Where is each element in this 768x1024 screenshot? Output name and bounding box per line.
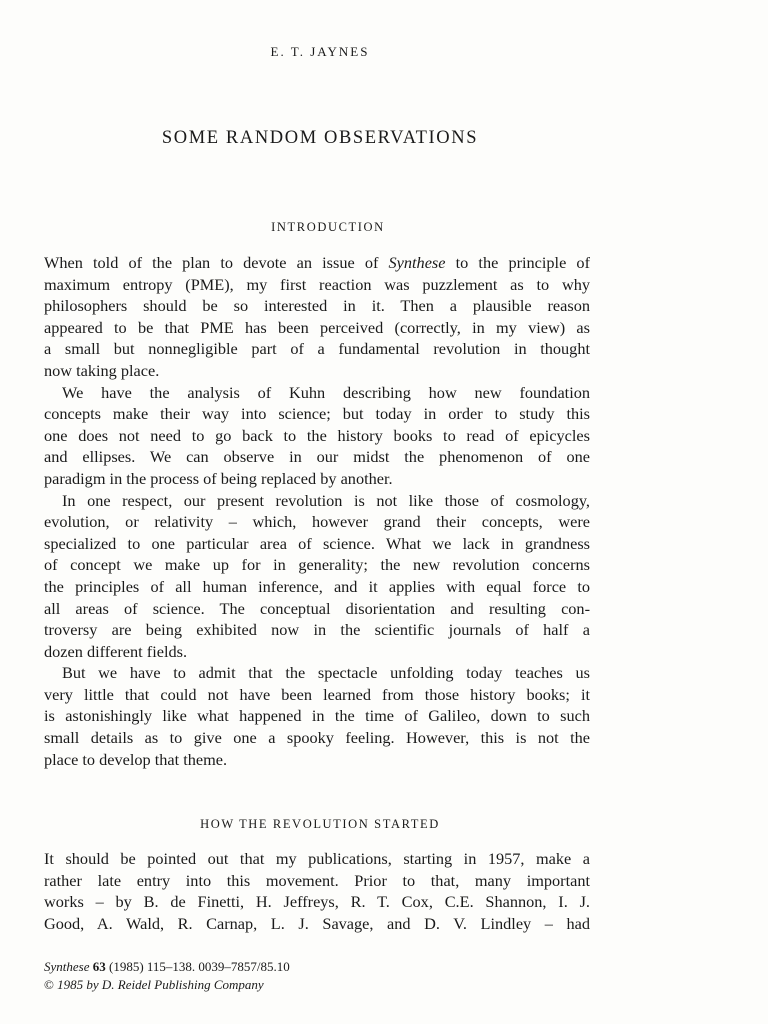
text-line bbox=[44, 684, 590, 706]
text-run: rather late entry into this movement. Prior to that, many important bbox=[44, 870, 590, 890]
text-line bbox=[44, 727, 590, 749]
author-name: E. T. JAYNES bbox=[270, 44, 370, 59]
text-run: a small but nonnegligible part of a fundamental revolution in thought bbox=[44, 339, 590, 359]
text-line bbox=[44, 576, 590, 598]
text-run: is astonishingly like what happened in the time of Galileo, down to such bbox=[44, 706, 590, 726]
text-run: philosophers should be so interested in it. Then a plausible reason bbox=[44, 296, 590, 316]
text-run: When told of the plan to devote an issue of bbox=[44, 253, 389, 272]
text-line bbox=[44, 641, 590, 663]
text-line bbox=[44, 533, 590, 555]
section-body-introduction bbox=[44, 252, 590, 770]
text-run: very little that could not have been learned from those history books; it bbox=[44, 684, 590, 704]
italic-term: Synthese bbox=[388, 253, 446, 272]
text-line bbox=[44, 446, 590, 468]
text-run: place to develop that theme. bbox=[44, 749, 228, 769]
text-line bbox=[44, 913, 590, 935]
section-heading-revolution: HOW THE REVOLUTION STARTED bbox=[200, 817, 440, 831]
text-line bbox=[44, 511, 590, 533]
text-run: maximum entropy (PME), my first reaction was puzzlement as to why bbox=[44, 274, 590, 294]
text-run: We have the analysis of Kuhn describing how new foundation bbox=[62, 382, 590, 402]
text-run: But we have to admit that the spectacle unfolding today teaches us bbox=[62, 663, 590, 683]
text-line bbox=[44, 490, 590, 512]
text-run: dozen different fields. bbox=[44, 641, 188, 661]
text-run: appeared to be that PME has been perceived (correctly, in my view) as bbox=[44, 317, 590, 337]
text-run: small details as to give one a spooky feeling. However, this is not the bbox=[44, 728, 590, 748]
text-run: of concept we make up for in generality; the new revolution concerns bbox=[44, 555, 590, 575]
text-line bbox=[44, 425, 590, 447]
text-run: now taking place. bbox=[44, 360, 160, 380]
text-run: and ellipses. We can observe in our midst the phenomenon of one bbox=[44, 447, 590, 467]
text-line bbox=[44, 295, 590, 317]
text-line bbox=[44, 598, 590, 620]
text-line bbox=[44, 662, 590, 684]
article-title: SOME RANDOM OBSERVATIONS bbox=[161, 128, 479, 148]
text-line bbox=[44, 619, 590, 641]
text-run: specialized to one particular area of science. What we lack in grandness bbox=[44, 533, 590, 553]
copyright-text: 1985 by D. Reidel Publishing Company bbox=[57, 977, 264, 992]
text-line bbox=[44, 338, 590, 360]
text-run: all areas of science. The conceptual disorientation and resulting con- bbox=[44, 598, 590, 618]
text-line bbox=[44, 870, 590, 892]
text-run: Good, A. Wald, R. Carnap, L. J. Savage, and D. V. Lindley – had bbox=[44, 913, 590, 933]
text-line bbox=[44, 705, 590, 727]
copyright-line bbox=[44, 976, 290, 994]
text-line bbox=[44, 891, 590, 913]
text-run: troversy are being exhibited now in the scientific journals of half a bbox=[44, 620, 590, 640]
section-body-revolution bbox=[44, 848, 590, 934]
text-line bbox=[44, 317, 590, 339]
footer-citation bbox=[44, 958, 290, 994]
text-line bbox=[44, 403, 590, 425]
text-run: one does not need to go back to the history books to read of epicycles bbox=[44, 425, 590, 445]
text-line bbox=[44, 382, 590, 404]
text-line bbox=[44, 848, 590, 870]
text-run: paradigm in the process of being replaced by another. bbox=[44, 468, 393, 488]
copyright-symbol: © bbox=[44, 977, 54, 992]
section-heading-introduction: INTRODUCTION bbox=[271, 220, 385, 234]
text-line bbox=[44, 274, 590, 296]
text-line bbox=[44, 468, 590, 490]
text-line bbox=[44, 749, 590, 771]
text-run: the principles of all human inference, and it applies with equal force to bbox=[44, 576, 590, 596]
text-line bbox=[44, 252, 590, 274]
text-run: evolution, or relativity – which, however grand their concepts, were bbox=[44, 512, 590, 532]
text-line bbox=[44, 554, 590, 576]
text-run: to the principle of bbox=[445, 253, 590, 272]
text-run: works – by B. de Finetti, H. Jeffreys, R. T. Cox, C.E. Shannon, I. J. bbox=[44, 892, 590, 912]
citation-line bbox=[44, 958, 290, 976]
journal-name: Synthese bbox=[44, 959, 90, 974]
volume-number: 63 bbox=[92, 959, 106, 974]
text-run: In one respect, our present revolution is not like those of cosmology, bbox=[62, 490, 590, 510]
text-line bbox=[44, 360, 590, 382]
text-run: concepts make their way into science; but today in order to study this bbox=[44, 404, 590, 424]
text-run: It should be pointed out that my publications, starting in 1957, make a bbox=[44, 849, 590, 868]
citation-details: (1985) 115–138. 0039–7857/85.10 bbox=[108, 959, 290, 974]
